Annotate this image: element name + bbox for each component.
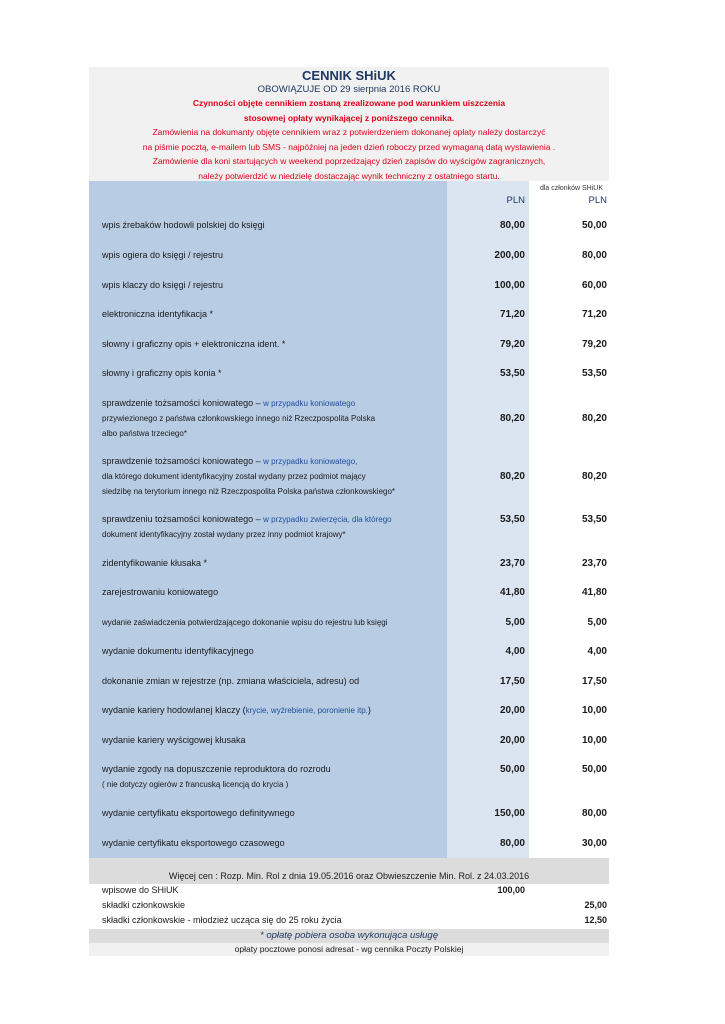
service-label (102, 278, 223, 293)
postal-fee-note: opłaty pocztowe ponosi adresat - wg cennika Poczty Polskiej (89, 943, 609, 956)
service-line (102, 585, 218, 600)
service-name: wydanie dokumentu identyfikacyjnego (102, 646, 254, 656)
service-label (102, 674, 359, 689)
service-line (102, 469, 395, 484)
service-name: sprawdzenie tożsamości koniowatego – (102, 397, 264, 408)
table-row (89, 505, 609, 549)
price-value: 4,00 (505, 646, 525, 657)
service-line (102, 806, 295, 821)
price-list-sheet (89, 67, 609, 956)
valid-from-text: OBOWIĄZUJE OD 29 sierpnia 2016 ROKU (257, 84, 441, 95)
service-label (102, 703, 371, 718)
price-value: 100,00 (494, 279, 525, 291)
pln-member-column-header: PLN (588, 195, 607, 206)
more-prices-text: Więcej cen : Rozp. Min. Rol z dnia 19.05.2016 oraz Obwieszczenie Min. Rol. z 24.03.2016 (168, 871, 530, 881)
price-value: 23,70 (499, 557, 525, 569)
price-table (89, 181, 609, 858)
entry-fee-value: 100,00 (497, 885, 525, 895)
service-name: zidentyfikowanie kłusaka * (102, 557, 208, 568)
condition-line-1: Czynności objęte cennikiem zostaną zrealizowane pod warunkiem uiszczenia (192, 98, 506, 108)
service-name: zarejestrowaniu koniowatego (102, 587, 219, 597)
table-row (89, 829, 609, 859)
table-row (89, 549, 609, 579)
table-row (89, 637, 609, 667)
member-price-value: 23,70 (581, 557, 607, 569)
table-row (89, 447, 609, 505)
table-row (89, 696, 609, 726)
youth-fee-label: składki członkowskie - młodzież ucząca się do 25 roku życia (102, 915, 342, 925)
member-price-value: 53,50 (581, 513, 607, 525)
service-name: wydanie kariery hodowlanej klaczy ( (102, 705, 246, 715)
service-line (102, 836, 285, 851)
service-detail-line: dla którego dokument identyfikacyjny został wydany przez podmiot mający (102, 471, 366, 481)
member-price-value: 41,80 (581, 587, 607, 598)
entry-fee-row (89, 884, 609, 899)
service-name: elektroniczna identyfikacja * (102, 309, 214, 319)
price-value: 5,00 (505, 616, 525, 628)
service-line (102, 411, 375, 426)
service-line (102, 278, 223, 293)
price-value: 17,50 (499, 675, 525, 687)
service-name: sprawdzeniu tożsamości koniowatego – (102, 513, 264, 524)
price-value: 79,20 (499, 338, 525, 350)
service-name: wydanie zaświadczenia potwierdzającego dokonanie wpisu do rejestru lub księgi (102, 617, 388, 627)
price-value: 80,20 (499, 470, 525, 482)
member-price-value: 50,00 (581, 764, 607, 775)
member-price-value: 10,00 (581, 734, 607, 746)
service-line (102, 454, 395, 469)
service-line (102, 484, 395, 499)
youth-fee-row (89, 914, 609, 929)
entry-fee-label: wpisowe do SHiUK (102, 885, 179, 895)
table-row (89, 755, 609, 799)
member-price-value: 80,20 (581, 412, 607, 424)
membership-fee-value: 25,00 (584, 900, 607, 910)
service-label (102, 454, 395, 499)
service-line (102, 426, 375, 441)
service-line (102, 337, 285, 352)
pln-column-header: PLN (506, 195, 525, 206)
member-price-value: 60,00 (581, 279, 607, 291)
service-name: wpis klaczy do księgi / rejestru (102, 279, 224, 290)
member-price-value: 79,20 (581, 338, 607, 350)
service-label (102, 556, 207, 571)
service-label (102, 836, 285, 851)
service-label (102, 337, 285, 352)
service-label (102, 806, 295, 821)
service-line (102, 674, 359, 689)
member-price-value: 80,00 (581, 250, 607, 261)
service-label (102, 396, 375, 441)
service-detail: w przypadku koniowatego (263, 398, 356, 408)
service-line (102, 307, 213, 322)
price-value: 53,50 (499, 513, 525, 525)
service-line (102, 218, 265, 233)
youth-fee-value: 12,50 (584, 915, 607, 925)
member-price-value: 4,00 (587, 646, 607, 657)
member-price-value: 17,50 (581, 675, 607, 687)
member-column-note: dla członków SHiUK (539, 185, 603, 192)
price-value: 71,20 (499, 309, 525, 320)
service-detail: krycie, wyźrebienie, poronienie itp. (245, 706, 368, 715)
service-name: wydanie zgody na dopuszczenie reproduktora do rozrodu (102, 764, 331, 774)
service-name: słowny i graficzny opis konia * (102, 368, 222, 378)
price-value: 150,00 (494, 808, 525, 819)
table-row (89, 389, 609, 447)
service-line (102, 527, 392, 542)
order-info-line-4: należy potwierdzić w niedzielę dostaczając wynik techniczny z ostatniego startu. (198, 170, 500, 181)
service-label (102, 512, 392, 542)
member-price-value: 53,50 (581, 368, 607, 379)
service-label (102, 248, 223, 263)
member-price-value: 80,20 (581, 470, 607, 482)
service-detail-line: przywiezionego z państwa członkowskiego innego niż Rzeczpospolita Polska (102, 413, 376, 423)
service-detail-close: ) (367, 705, 371, 715)
service-detail-line: dokument identyfikacyjny został wydany przez inny podmiot krajowy* (102, 529, 346, 539)
membership-fee-row (89, 899, 609, 914)
service-line (102, 703, 371, 718)
fee-collector-note: * opłatę pobiera osoba wykonująca usługę (89, 929, 609, 943)
member-price-value: 80,00 (581, 808, 607, 819)
price-value: 50,00 (499, 764, 525, 775)
service-line (102, 556, 207, 571)
more-prices-band (89, 858, 609, 884)
service-name: wpis ogiera do księgi / rejestru (102, 250, 224, 260)
price-value: 20,00 (499, 705, 525, 716)
service-line (102, 396, 375, 411)
price-rows (89, 211, 609, 858)
service-detail: w przypadku zwierzęcia, dla którego (263, 514, 392, 524)
table-row (89, 271, 609, 301)
member-price-value: 30,00 (581, 837, 607, 849)
service-label (102, 307, 213, 322)
member-price-value: 10,00 (581, 705, 607, 716)
service-detail-line: siedzibę na terytorium innego niż Rzeczpospolita Polska państwa członkowskiego* (102, 486, 396, 496)
service-name: dokonanie zmian w rejestrze (np. zmiana właściciela, adresu) od (102, 675, 360, 686)
member-price-value: 50,00 (581, 220, 607, 231)
table-row (89, 608, 609, 638)
service-name: słowny i graficzny opis + elektroniczna ident. * (102, 338, 286, 349)
service-line (102, 615, 388, 630)
condition-line-2: stosownej opłaty wynikającej z poniższego cennika. (243, 112, 455, 123)
table-header (89, 181, 609, 211)
price-value: 80,00 (499, 220, 525, 231)
service-label (102, 366, 222, 381)
order-info-line-3: Zamówienie dla koni startujących w weekend poprzedzający dzień zapisów do wyścigów zagranicznych, (152, 156, 546, 166)
service-detail-line: albo państwa trzeciego* (102, 428, 187, 438)
table-row (89, 359, 609, 389)
service-detail: w przypadku koniowatego, (263, 456, 358, 466)
member-price-value: 5,00 (587, 616, 607, 628)
service-label (102, 733, 246, 748)
service-detail-line: ( nie dotyczy ogierów z francuską licencją do krycia ) (102, 780, 289, 789)
member-price-value: 71,20 (581, 309, 607, 320)
price-list-footer (89, 858, 609, 956)
service-line (102, 777, 331, 792)
service-line (102, 644, 254, 659)
price-value: 20,00 (499, 734, 525, 746)
table-row (89, 300, 609, 330)
table-row (89, 211, 609, 241)
table-row (89, 726, 609, 756)
order-info-line-1: Zamówienia na dokumanty objęte cennikiem wraz z potwierdzeniem dokonanej opłaty należy dostarczyć (152, 127, 546, 137)
service-label (102, 218, 265, 233)
service-label (102, 762, 331, 792)
service-name: wpis źrebaków hodowli polskiej do księgi (102, 220, 265, 230)
table-row (89, 578, 609, 608)
service-line (102, 762, 331, 777)
table-row (89, 330, 609, 360)
order-info-line-2: na piśmie pocztą, e-mailem lub SMS - najpóźniej na jeden dzień roboczy przed wymaganą datą wystawienia . (142, 141, 556, 152)
table-row (89, 799, 609, 829)
service-line (102, 248, 223, 263)
table-row (89, 667, 609, 697)
service-name: wydanie certyfikatu eksportowego definitywnego (102, 808, 295, 818)
price-value: 80,20 (499, 412, 525, 424)
price-list-header (89, 67, 609, 181)
price-value: 53,50 (499, 368, 525, 379)
service-label (102, 585, 218, 600)
price-value: 41,80 (499, 587, 525, 598)
price-value: 80,00 (499, 837, 525, 849)
page-title: CENNIK SHiUK (302, 68, 396, 83)
service-name: wydanie kariery wyścigowej kłusaka (102, 734, 246, 745)
service-line (102, 733, 246, 748)
service-name: sprawdzenie tożsamości koniowatego – (102, 455, 264, 466)
service-line (102, 366, 222, 381)
membership-fee-label: składki członkowskie (102, 900, 186, 910)
service-label (102, 615, 388, 630)
service-line (102, 512, 392, 527)
price-value: 200,00 (494, 250, 525, 261)
service-name: wydanie certyfikatu eksportowego czasowego (102, 837, 285, 848)
service-label (102, 644, 254, 659)
table-row (89, 241, 609, 271)
